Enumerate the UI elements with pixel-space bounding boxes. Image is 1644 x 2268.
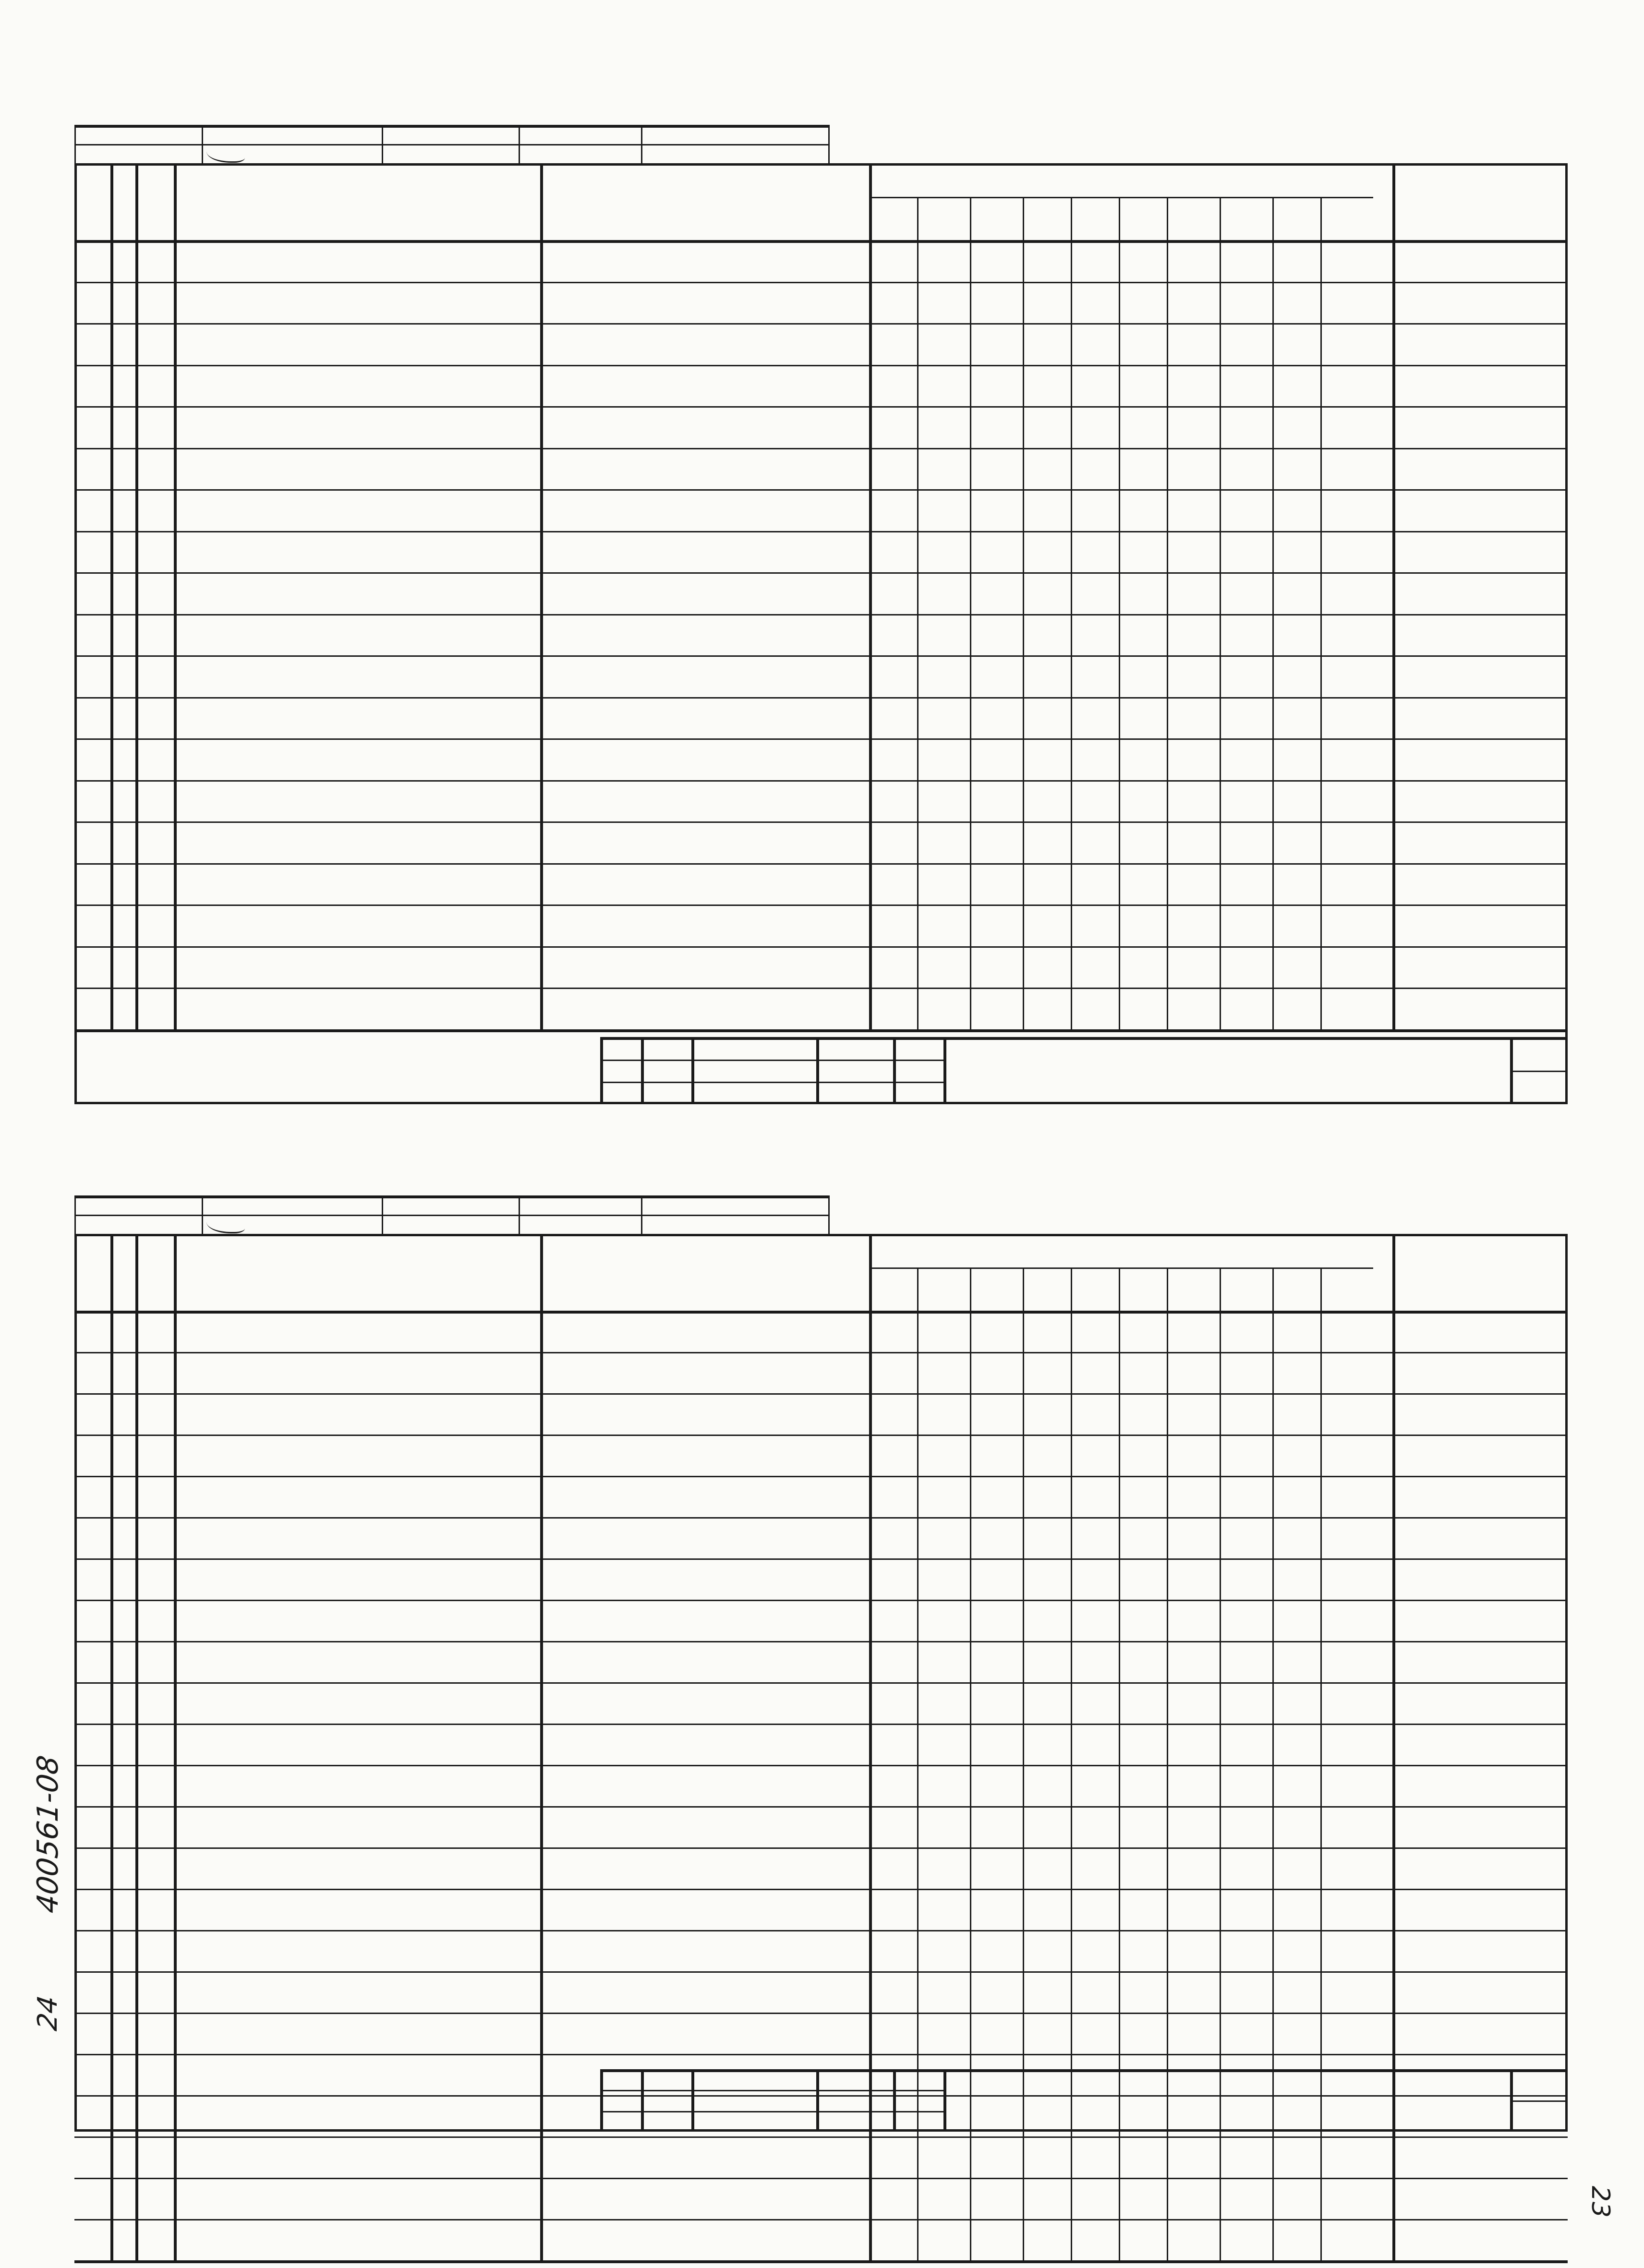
table-row xyxy=(74,905,1568,946)
table-row xyxy=(74,365,1568,407)
table-row xyxy=(74,1682,1568,1724)
rule-line xyxy=(74,1215,828,1216)
table-row xyxy=(74,489,1568,531)
rule-line xyxy=(1510,1071,1568,1072)
rule-line xyxy=(74,2136,1568,2138)
rule-line xyxy=(74,1765,1568,1766)
rule-line xyxy=(828,1195,830,1234)
side-margin-page: 24 xyxy=(32,1994,63,2033)
rule-line xyxy=(74,125,76,163)
rule-line xyxy=(202,1195,203,1234)
rule-line xyxy=(600,1082,943,1083)
rule-line xyxy=(74,1971,1568,1973)
table-row xyxy=(74,240,1568,282)
table-row xyxy=(74,1311,1568,1352)
rule-line xyxy=(74,1930,1568,1931)
table-row xyxy=(74,1600,1568,1641)
table-row xyxy=(74,946,1568,988)
rule-line xyxy=(600,2069,1568,2072)
rule-line xyxy=(74,1889,1568,1890)
rule-line xyxy=(519,1195,520,1234)
signature-mark xyxy=(206,1216,245,1233)
table-row xyxy=(74,572,1568,614)
rule-line xyxy=(893,2069,896,2132)
rule-line xyxy=(382,125,383,163)
table-row xyxy=(74,1352,1568,1393)
rule-line xyxy=(74,1195,76,1234)
rule-line xyxy=(74,2219,1568,2220)
rule-line xyxy=(816,2069,819,2132)
rule-line xyxy=(641,125,642,163)
table-row xyxy=(74,1641,1568,1682)
sheet-2 xyxy=(0,1162,1644,2266)
rule-line xyxy=(74,1724,1568,1725)
table-row xyxy=(74,988,1568,1029)
table-row xyxy=(74,406,1568,448)
table-row xyxy=(74,697,1568,739)
table-row xyxy=(74,448,1568,490)
table-row xyxy=(74,780,1568,822)
table-row xyxy=(74,323,1568,365)
rule-line xyxy=(943,2069,946,2132)
rule-line xyxy=(641,2069,644,2132)
rule-line xyxy=(600,1037,1568,1040)
rule-line xyxy=(74,1195,828,1198)
rule-line xyxy=(74,125,828,128)
rule-line xyxy=(1510,2100,1568,2102)
table-row xyxy=(74,863,1568,905)
corner-page-number: 23 xyxy=(1586,2185,1615,2218)
table-row xyxy=(74,1435,1568,1476)
rule-line xyxy=(74,144,828,145)
rule-line xyxy=(943,1037,946,1104)
rule-line xyxy=(74,2013,1568,2014)
rule-line xyxy=(691,2069,694,2132)
rule-line xyxy=(869,197,1373,198)
rule-line xyxy=(828,125,830,163)
rule-line xyxy=(641,1037,644,1104)
table-row xyxy=(74,821,1568,863)
signature-mark xyxy=(206,145,245,163)
rule-line xyxy=(74,2178,1568,2179)
table-row xyxy=(74,738,1568,780)
rule-line xyxy=(600,2111,943,2112)
table-row xyxy=(74,1558,1568,1600)
rule-line xyxy=(869,1267,1373,1269)
rule-line xyxy=(202,125,203,163)
rule-line xyxy=(519,125,520,163)
rule-line xyxy=(382,1195,383,1234)
rule-line xyxy=(74,1029,1568,1032)
rule-line xyxy=(893,1037,896,1104)
rule-line xyxy=(600,2090,943,2091)
table-row xyxy=(74,282,1568,324)
table-row xyxy=(74,1476,1568,1517)
rule-line xyxy=(641,1195,642,1234)
rule-line xyxy=(600,1037,603,1104)
rule-line xyxy=(600,1060,943,1061)
rule-line xyxy=(74,1806,1568,1808)
rule-line xyxy=(816,1037,819,1104)
rule-line xyxy=(600,2069,603,2132)
table-row xyxy=(74,614,1568,656)
rule-line xyxy=(74,1847,1568,1849)
rule-line xyxy=(691,1037,694,1104)
table-row xyxy=(74,655,1568,697)
table-row xyxy=(74,1393,1568,1435)
table-row xyxy=(74,531,1568,573)
rule-line xyxy=(74,2054,1568,2055)
side-margin-code: 400561-08 xyxy=(31,1753,65,1916)
rule-line xyxy=(74,2095,1568,2097)
rule-line xyxy=(74,2260,1568,2263)
table-row xyxy=(74,1517,1568,1558)
